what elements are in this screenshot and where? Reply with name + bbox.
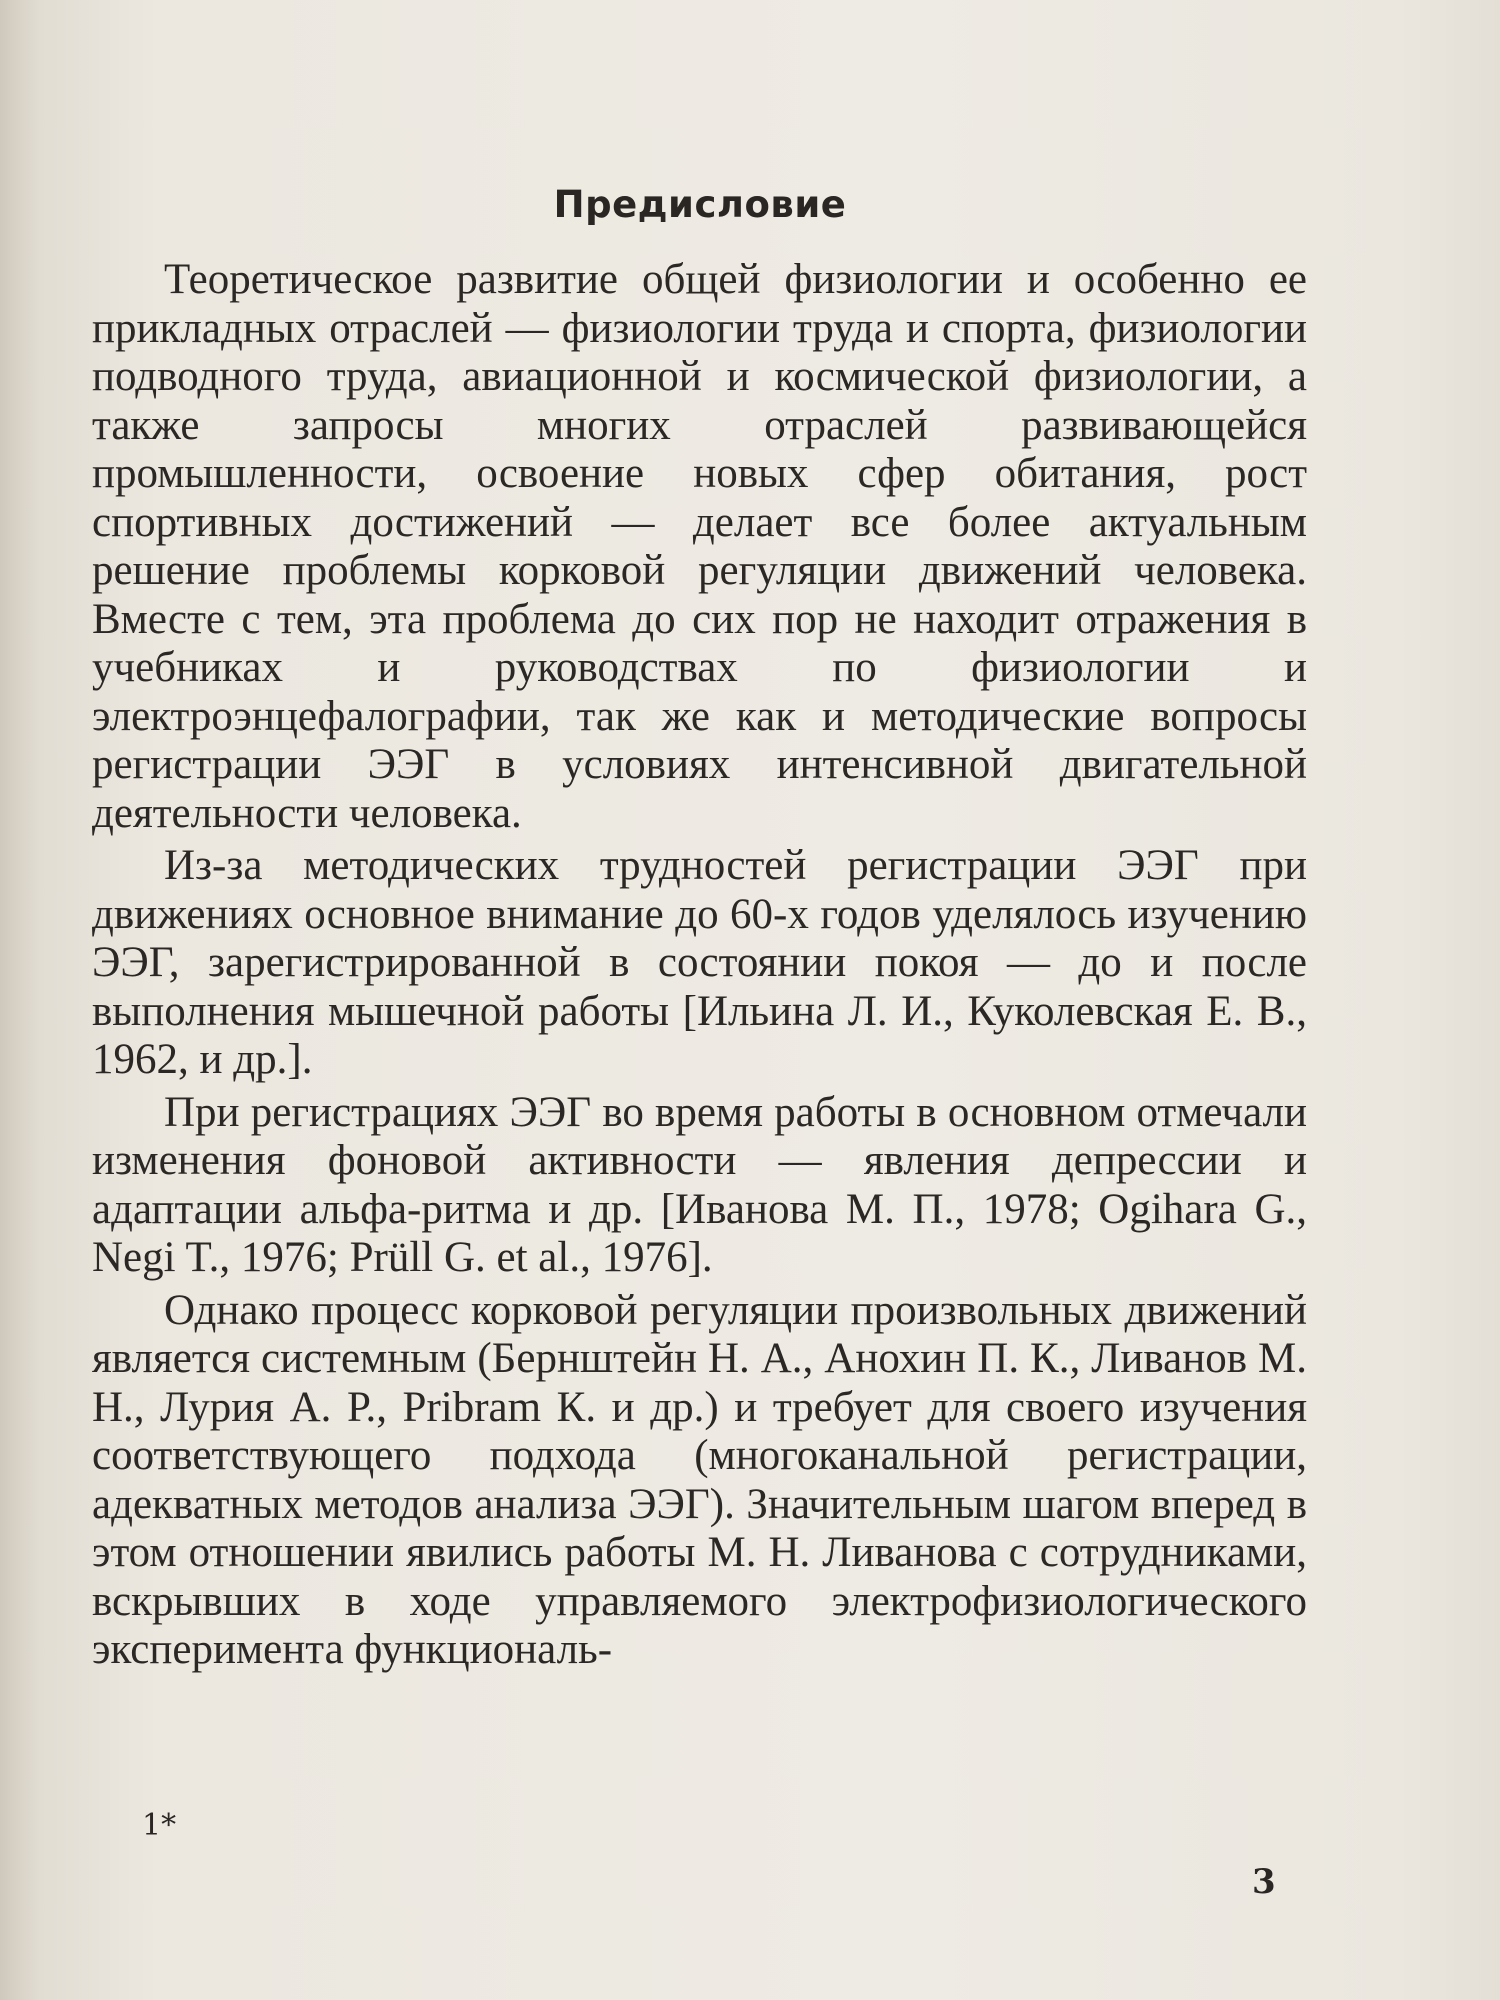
printer-signature-mark: 1*	[142, 1808, 177, 1843]
paragraph-4: Однако процесс корковой регуляции произвольных движений является системным (Бернштейн Н. А., Анохин П. К., Ливанов М. Н., Лурия А. Р., Pribram К. и др.) и требует для своего изучения соответствующего подхода (многоканальной регистрации, адекватных методов анализа ЭЭГ). Значительным шагом вперед в этом отношении явились работы М. Н. Ливанова с сотрудниками, вскрывших в ходе управляемого электрофизиологического эксперимента функциональ-	[92, 1286, 1307, 1673]
page-number: 3	[1252, 1862, 1276, 1902]
paragraph-3: При регистрациях ЭЭГ во время работы в основном отмечали изменения фоновой активности — явления депрессии и адаптации альфа-ритма и др. [Иванова М. П., 1978; Ogihara G., Negi T., 1976; Prüll G. et al., 1976].	[92, 1088, 1307, 1281]
paragraph-2: Из-за методических трудностей регистрации ЭЭГ при движениях основное внимание до 60-х годов уделялось изучению ЭЭГ, зарегистрированной в состоянии покоя — до и после выполнения мышечной работы [Ильина Л. И., Куколевская Е. В., 1962, и др.].	[92, 842, 1307, 1083]
page-title: Предисловие	[553, 183, 847, 226]
preface-body	[92, 256, 1307, 1677]
paragraph-1: Теоретическое развитие общей физиологии и особенно ее прикладных отраслей — физиологии труда и спорта, физиологии подводного труда, авиационной и космической физиологии, а также запросы многих отраслей развивающейся промышленности, освоение новых сфер обитания, рост спортивных достижений — делает все более актуальным решение проблемы корковой регуляции движений человека. Вместе с тем, эта проблема до сих пор не находит отражения в учебниках и руководствах по физиологии и электроэнцефалографии, так же как и методические вопросы регистрации ЭЭГ в условиях интенсивной двигательной деятельности человека.	[92, 256, 1307, 837]
